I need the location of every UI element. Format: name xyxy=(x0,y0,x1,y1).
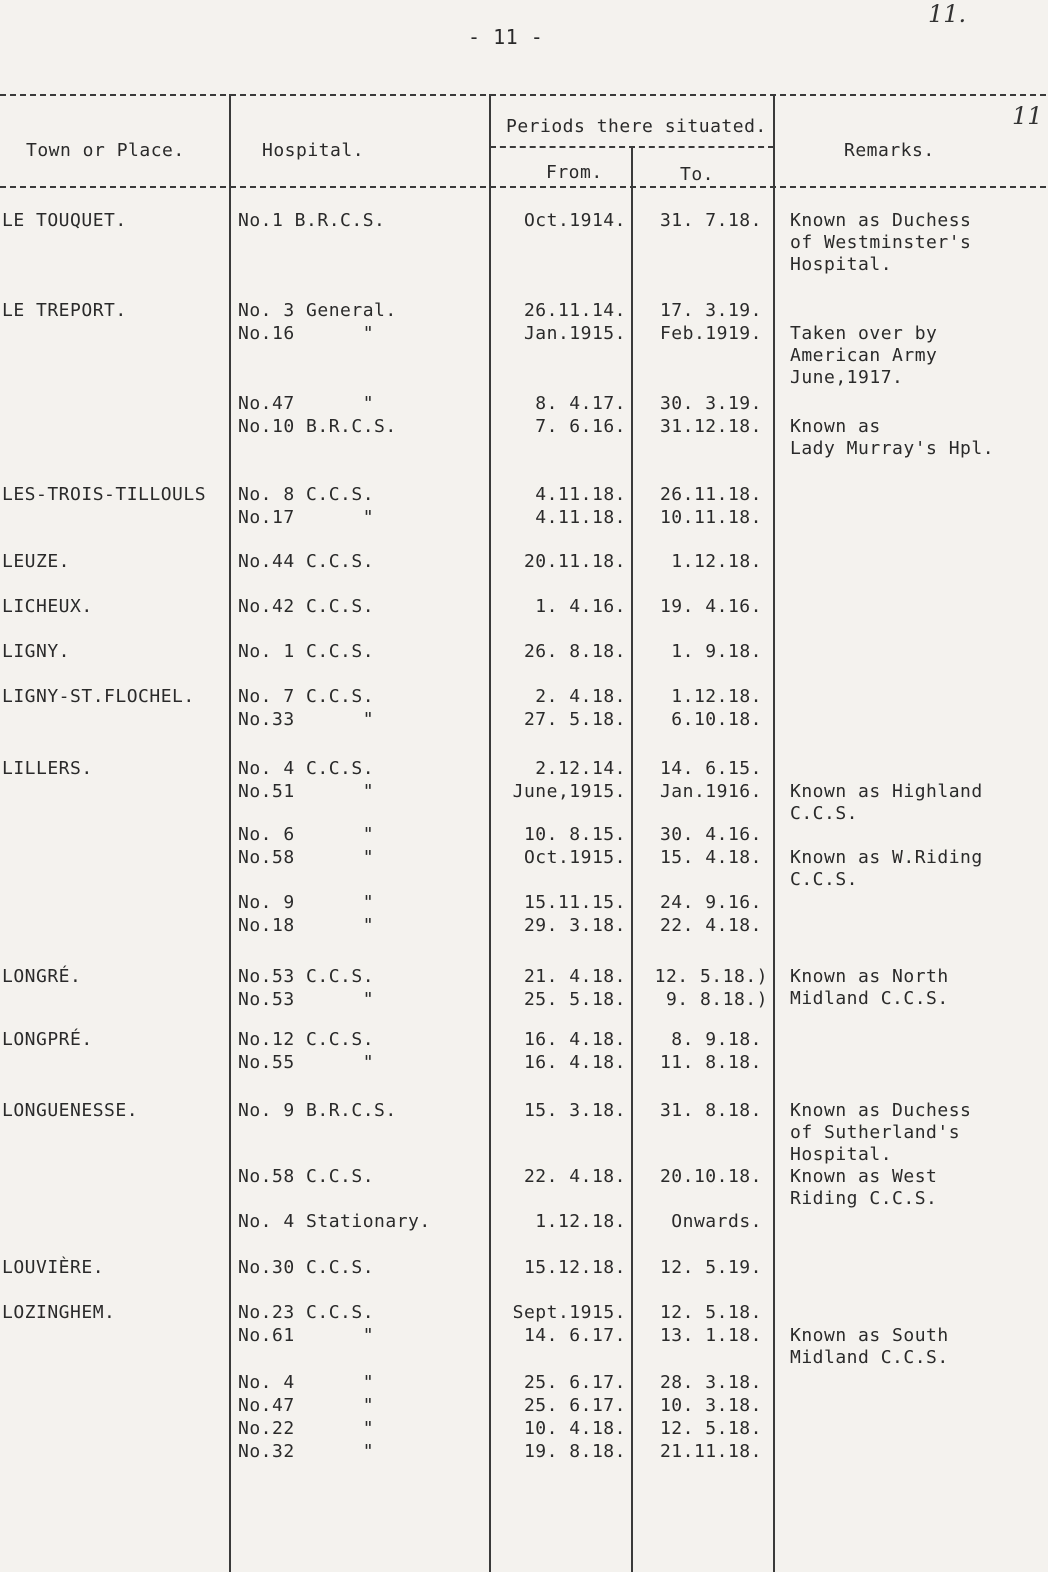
cell-place: LE TOUQUET. xyxy=(2,210,127,231)
table-top-rule xyxy=(0,94,1046,96)
cell-from: 26. 8.18. xyxy=(523,641,626,662)
cell-to: 21.11.18. xyxy=(659,1441,762,1462)
cell-from: 10. 8.15. xyxy=(523,824,626,845)
cell-from: June,1915. xyxy=(512,781,626,802)
cell-to: 11. 8.18. xyxy=(659,1052,762,1073)
cell-from: 2. 4.18. xyxy=(535,686,626,707)
cell-from: 1. 4.16. xyxy=(535,596,626,617)
header-to: To. xyxy=(680,164,715,185)
cell-hospital: No.58 C.C.S. xyxy=(238,1166,375,1187)
cell-place: LEUZE. xyxy=(2,551,71,572)
cell-to: 31.12.18. xyxy=(659,416,762,437)
handwritten-mark-right: 11 xyxy=(1012,102,1043,130)
cell-to: 28. 3.18. xyxy=(659,1372,762,1393)
cell-hospital: No.47 " xyxy=(238,393,375,414)
column-divider-4 xyxy=(773,94,775,1572)
header-from: From. xyxy=(546,162,603,183)
header-remarks: Remarks. xyxy=(844,140,935,161)
cell-remarks: Known as West Riding C.C.S. xyxy=(790,1166,938,1209)
cell-remarks: Known as North Midland C.C.S. xyxy=(790,966,949,1009)
cell-to: 26.11.18. xyxy=(659,484,762,505)
column-divider-1 xyxy=(229,94,231,1572)
cell-hospital: No. 1 C.C.S. xyxy=(238,641,375,662)
cell-hospital: No.23 C.C.S. xyxy=(238,1302,375,1323)
cell-from: 21. 4.18. xyxy=(523,966,626,987)
cell-to: 13. 1.18. xyxy=(659,1325,762,1346)
cell-hospital: No.17 " xyxy=(238,507,375,528)
cell-from: 25. 6.17. xyxy=(523,1395,626,1416)
cell-place: LE TREPORT. xyxy=(2,300,127,321)
cell-hospital: No.10 B.R.C.S. xyxy=(238,416,397,437)
cell-to: 24. 9.16. xyxy=(659,892,762,913)
cell-to: 31. 8.18. xyxy=(659,1100,762,1121)
cell-hospital: No. 3 General. xyxy=(238,300,397,321)
cell-hospital: No. 4 Stationary. xyxy=(238,1211,431,1232)
header-periods: Periods there situated. xyxy=(506,116,767,137)
cell-hospital: No. 4 C.C.S. xyxy=(238,758,375,779)
cell-remarks: Known as Highland C.C.S. xyxy=(790,781,983,824)
cell-from: 10. 4.18. xyxy=(523,1418,626,1439)
cell-remarks: Known as South Midland C.C.S. xyxy=(790,1325,949,1368)
cell-place: LILLERS. xyxy=(2,758,93,779)
cell-from: 8. 4.17. xyxy=(535,393,626,414)
cell-to: 10.11.18. xyxy=(659,507,762,528)
cell-from: Sept.1915. xyxy=(512,1302,626,1323)
cell-from: Oct.1915. xyxy=(523,847,626,868)
cell-hospital: No.1 B.R.C.S. xyxy=(238,210,386,231)
cell-from: 15. 3.18. xyxy=(523,1100,626,1121)
cell-hospital: No.51 " xyxy=(238,781,375,802)
cell-from: 16. 4.18. xyxy=(523,1029,626,1050)
cell-to: Onwards. xyxy=(671,1211,762,1232)
cell-to: 1. 9.18. xyxy=(671,641,762,662)
cell-hospital: No.16 " xyxy=(238,323,375,344)
cell-from: Oct.1914. xyxy=(523,210,626,231)
cell-from: Jan.1915. xyxy=(523,323,626,344)
cell-from: 15.12.18. xyxy=(523,1257,626,1278)
cell-remarks: Known as W.Riding C.C.S. xyxy=(790,847,983,890)
cell-to: Feb.1919. xyxy=(659,323,762,344)
cell-hospital: No.12 C.C.S. xyxy=(238,1029,375,1050)
cell-to: Jan.1916. xyxy=(659,781,762,802)
cell-hospital: No.53 " xyxy=(238,989,375,1010)
cell-to: 1.12.18. xyxy=(671,551,762,572)
cell-from: 7. 6.16. xyxy=(535,416,626,437)
cell-to: 30. 3.19. xyxy=(659,393,762,414)
header-town: Town or Place. xyxy=(26,140,185,161)
cell-place: LOZINGHEM. xyxy=(2,1302,116,1323)
cell-from: 27. 5.18. xyxy=(523,709,626,730)
cell-to: 9. 8.18.) xyxy=(665,989,768,1010)
cell-from: 20.11.18. xyxy=(523,551,626,572)
cell-hospital: No.33 " xyxy=(238,709,375,730)
cell-remarks: Taken over by American Army June,1917. xyxy=(790,323,938,388)
cell-remarks: Known as Duchess of Westminster's Hospital. xyxy=(790,210,972,275)
cell-hospital: No.22 " xyxy=(238,1418,375,1439)
cell-hospital: No. 4 " xyxy=(238,1372,375,1393)
cell-from: 16. 4.18. xyxy=(523,1052,626,1073)
cell-hospital: No.47 " xyxy=(238,1395,375,1416)
cell-to: 20.10.18. xyxy=(659,1166,762,1187)
cell-to: 1.12.18. xyxy=(671,686,762,707)
cell-to: 31. 7.18. xyxy=(659,210,762,231)
cell-from: 25. 5.18. xyxy=(523,989,626,1010)
cell-place: LES-TROIS-TILLOULS xyxy=(2,484,207,505)
cell-from: 25. 6.17. xyxy=(523,1372,626,1393)
cell-hospital: No.55 " xyxy=(238,1052,375,1073)
cell-to: 30. 4.16. xyxy=(659,824,762,845)
cell-to: 10. 3.18. xyxy=(659,1395,762,1416)
cell-place: LIGNY. xyxy=(2,641,71,662)
cell-from: 15.11.15. xyxy=(523,892,626,913)
cell-to: 8. 9.18. xyxy=(671,1029,762,1050)
header-bottom-rule xyxy=(0,186,1046,188)
header-hospital: Hospital. xyxy=(262,140,365,161)
cell-from: 4.11.18. xyxy=(535,507,626,528)
cell-hospital: No.53 C.C.S. xyxy=(238,966,375,987)
cell-from: 29. 3.18. xyxy=(523,915,626,936)
cell-to: 14. 6.15. xyxy=(659,758,762,779)
cell-to: 15. 4.18. xyxy=(659,847,762,868)
cell-remarks: Known as Lady Murray's Hpl. xyxy=(790,416,995,459)
handwritten-page-mark: 11. xyxy=(928,0,967,28)
cell-to: 12. 5.18. xyxy=(659,1302,762,1323)
cell-from: 26.11.14. xyxy=(523,300,626,321)
cell-hospital: No.18 " xyxy=(238,915,375,936)
cell-hospital: No. 9 " xyxy=(238,892,375,913)
cell-hospital: No.30 C.C.S. xyxy=(238,1257,375,1278)
cell-hospital: No. 9 B.R.C.S. xyxy=(238,1100,397,1121)
cell-place: LONGUENESSE. xyxy=(2,1100,139,1121)
cell-hospital: No.32 " xyxy=(238,1441,375,1462)
cell-hospital: No.61 " xyxy=(238,1325,375,1346)
cell-hospital: No.58 " xyxy=(238,847,375,868)
cell-place: LONGPRÉ. xyxy=(2,1029,93,1050)
cell-to: 19. 4.16. xyxy=(659,596,762,617)
cell-from: 2.12.14. xyxy=(535,758,626,779)
cell-to: 6.10.18. xyxy=(671,709,762,730)
cell-hospital: No.42 C.C.S. xyxy=(238,596,375,617)
page-number: - 11 - xyxy=(468,25,544,49)
cell-from: 4.11.18. xyxy=(535,484,626,505)
cell-hospital: No. 6 " xyxy=(238,824,375,845)
cell-place: LOUVIÈRE. xyxy=(2,1257,105,1278)
column-divider-2 xyxy=(489,94,491,1572)
cell-to: 17. 3.19. xyxy=(659,300,762,321)
cell-to: 12. 5.19. xyxy=(659,1257,762,1278)
cell-to: 12. 5.18.) xyxy=(654,966,768,987)
cell-from: 22. 4.18. xyxy=(523,1166,626,1187)
cell-place: LONGRÉ. xyxy=(2,966,82,987)
cell-place: LICHEUX. xyxy=(2,596,93,617)
cell-to: 12. 5.18. xyxy=(659,1418,762,1439)
cell-from: 1.12.18. xyxy=(535,1211,626,1232)
column-divider-3 xyxy=(631,146,633,1572)
cell-hospital: No. 8 C.C.S. xyxy=(238,484,375,505)
cell-from: 14. 6.17. xyxy=(523,1325,626,1346)
cell-to: 22. 4.18. xyxy=(659,915,762,936)
cell-hospital: No. 7 C.C.S. xyxy=(238,686,375,707)
cell-from: 19. 8.18. xyxy=(523,1441,626,1462)
cell-remarks: Known as Duchess of Sutherland's Hospital. xyxy=(790,1100,972,1165)
cell-hospital: No.44 C.C.S. xyxy=(238,551,375,572)
cell-place: LIGNY-ST.FLOCHEL. xyxy=(2,686,195,707)
